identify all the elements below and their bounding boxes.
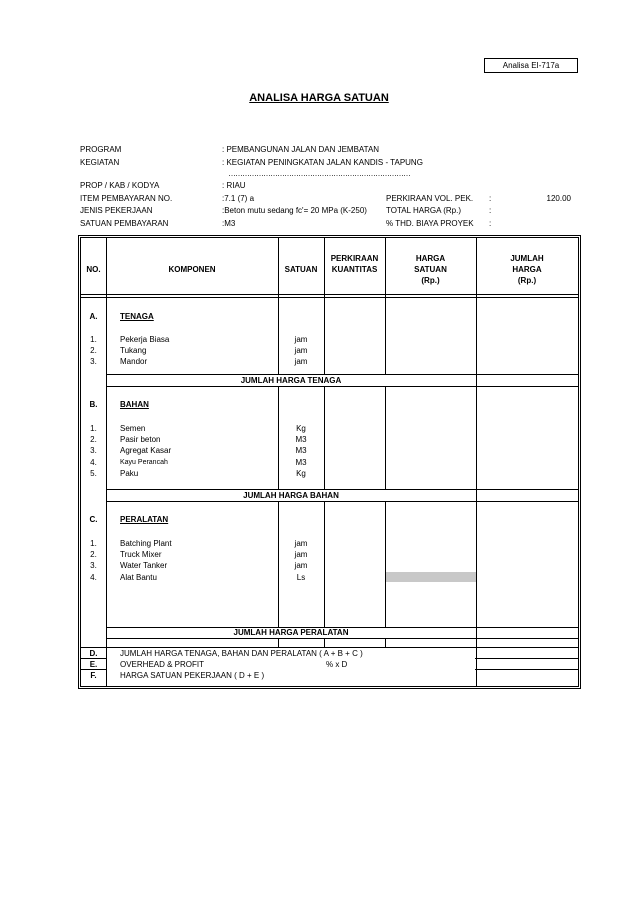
list-item-no: 5. [90,469,97,478]
total-peralatan-label: JUMLAH HARGA PERALATAN [233,628,349,637]
section-a-code: A. [89,312,98,321]
list-item-name: Batching Plant [120,539,172,548]
list-item-name: Pekerja Biasa [120,335,170,344]
item-label: ITEM PEMBAYARAN NO. [80,194,173,203]
list-item-name: Truck Mixer [120,550,162,559]
header-jumlah-2: HARGA [512,265,542,274]
summary-e-text: OVERHEAD & PROFIT [120,660,205,669]
header-harga-3: (Rp.) [421,276,440,285]
prop-value: : RIAU [222,181,246,190]
vol-label: PERKIRAAN VOL. PEK. [386,194,474,203]
list-item-no: 4. [90,458,97,467]
summary-d-code: D. [89,649,98,658]
list-item-unit: jam [294,335,308,344]
summary-f-text: HARGA SATUAN PEKERJAAN ( D + E ) [120,671,265,680]
list-item-name: Agregat Kasar [120,446,172,455]
header-no: NO. [86,265,101,274]
summary-e-code: E. [89,660,98,669]
list-item-unit: M3 [295,435,307,444]
list-item-no: 2. [90,550,97,559]
list-item-name: Semen [120,424,146,433]
satuan-label: SATUAN PEMBAYARAN [80,219,169,228]
list-item-unit: jam [294,346,308,355]
header-harga-2: SATUAN [414,265,447,274]
header-harga-1: HARGA [415,254,446,263]
list-item-name: Pasir beton [120,435,161,444]
item-value: :7.1 (7) a [222,194,255,203]
header-jumlah-3: (Rp.) [517,276,537,285]
pct-label: % THD. BIAYA PROYEK [386,219,474,228]
list-item-name: Kayu Perancah [120,459,168,466]
list-item-name: Mandor [120,357,148,366]
section-a-title: TENAGA [120,312,154,321]
page-title: ANALISA HARGA SATUAN [249,92,389,104]
jenis-value: :Beton mutu sedang fc'= 20 MPa (K-250) [222,206,367,215]
total-label: TOTAL HARGA (Rp.) [386,206,461,215]
list-item-name: Alat Bantu [120,573,157,582]
section-b-title: BAHAN [120,400,149,409]
list-item-name: Water Tanker [120,561,168,570]
list-item-unit: jam [294,539,308,548]
prop-label: PROP / KAB / KODYA [80,181,160,190]
list-item-unit: jam [294,550,308,559]
header-kuantitas-2: KUANTITAS [331,265,378,274]
jenis-label: JENIS PEKERJAAN [80,206,153,215]
list-item-unit: Kg [296,469,306,478]
list-item-unit: jam [294,561,308,570]
section-c-title: PERALATAN [120,515,169,524]
list-item-no: 4. [90,573,97,582]
vol-value: 120.00 [546,194,571,203]
list-item-no: 3. [90,446,97,455]
list-item-unit: Ls [296,573,306,582]
list-item-unit: jam [294,357,308,366]
list-item-no: 3. [90,561,97,570]
pct-colon: : [489,219,492,228]
list-item-no: 1. [90,539,97,548]
list-item-name: Paku [120,469,139,478]
total-bahan-label: JUMLAH HARGA BAHAN [243,491,339,500]
list-item-unit: M3 [295,446,307,455]
summary-d-text: JUMLAH HARGA TENAGA, BAHAN DAN PERALATAN ( A + B + C ) [120,649,363,658]
dotted-line: …………………………………………………………………… [228,169,410,178]
list-item-no: 1. [90,335,97,344]
program-value: : PEMBANGUNAN JALAN DAN JEMBATAN [222,145,380,154]
section-b-code: B. [89,400,98,409]
header-jumlah-1: JUMLAH [510,254,544,263]
satuan-value: :M3 [222,219,236,228]
list-item-no: 2. [90,346,97,355]
list-item-no: 2. [90,435,97,444]
kegiatan-label: KEGIATAN [80,158,120,167]
summary-e-extra: % x D [326,660,348,669]
program-label: PROGRAM [80,145,122,154]
list-item-unit: Kg [296,424,306,433]
shaded-cell [386,572,476,582]
document-code: Analisa EI-717a [484,58,578,73]
header-satuan: SATUAN [284,265,318,274]
kegiatan-value: : KEGIATAN PENINGKATAN JALAN KANDIS - TAPUNG [222,158,423,167]
list-item-no: 1. [90,424,97,433]
header-kuantitas-1: PERKIRAAN [330,254,379,263]
list-item-unit: M3 [295,458,307,467]
summary-f-code: F. [90,671,97,680]
header-komponen: KOMPONEN [168,265,216,274]
analysis-table [78,235,581,689]
vol-colon: : [489,194,492,203]
section-c-code: C. [89,515,98,524]
list-item-no: 3. [90,357,97,366]
list-item-name: Tukang [120,346,147,355]
total-colon: : [489,206,492,215]
total-tenaga-label: JUMLAH HARGA TENAGA [240,376,342,385]
